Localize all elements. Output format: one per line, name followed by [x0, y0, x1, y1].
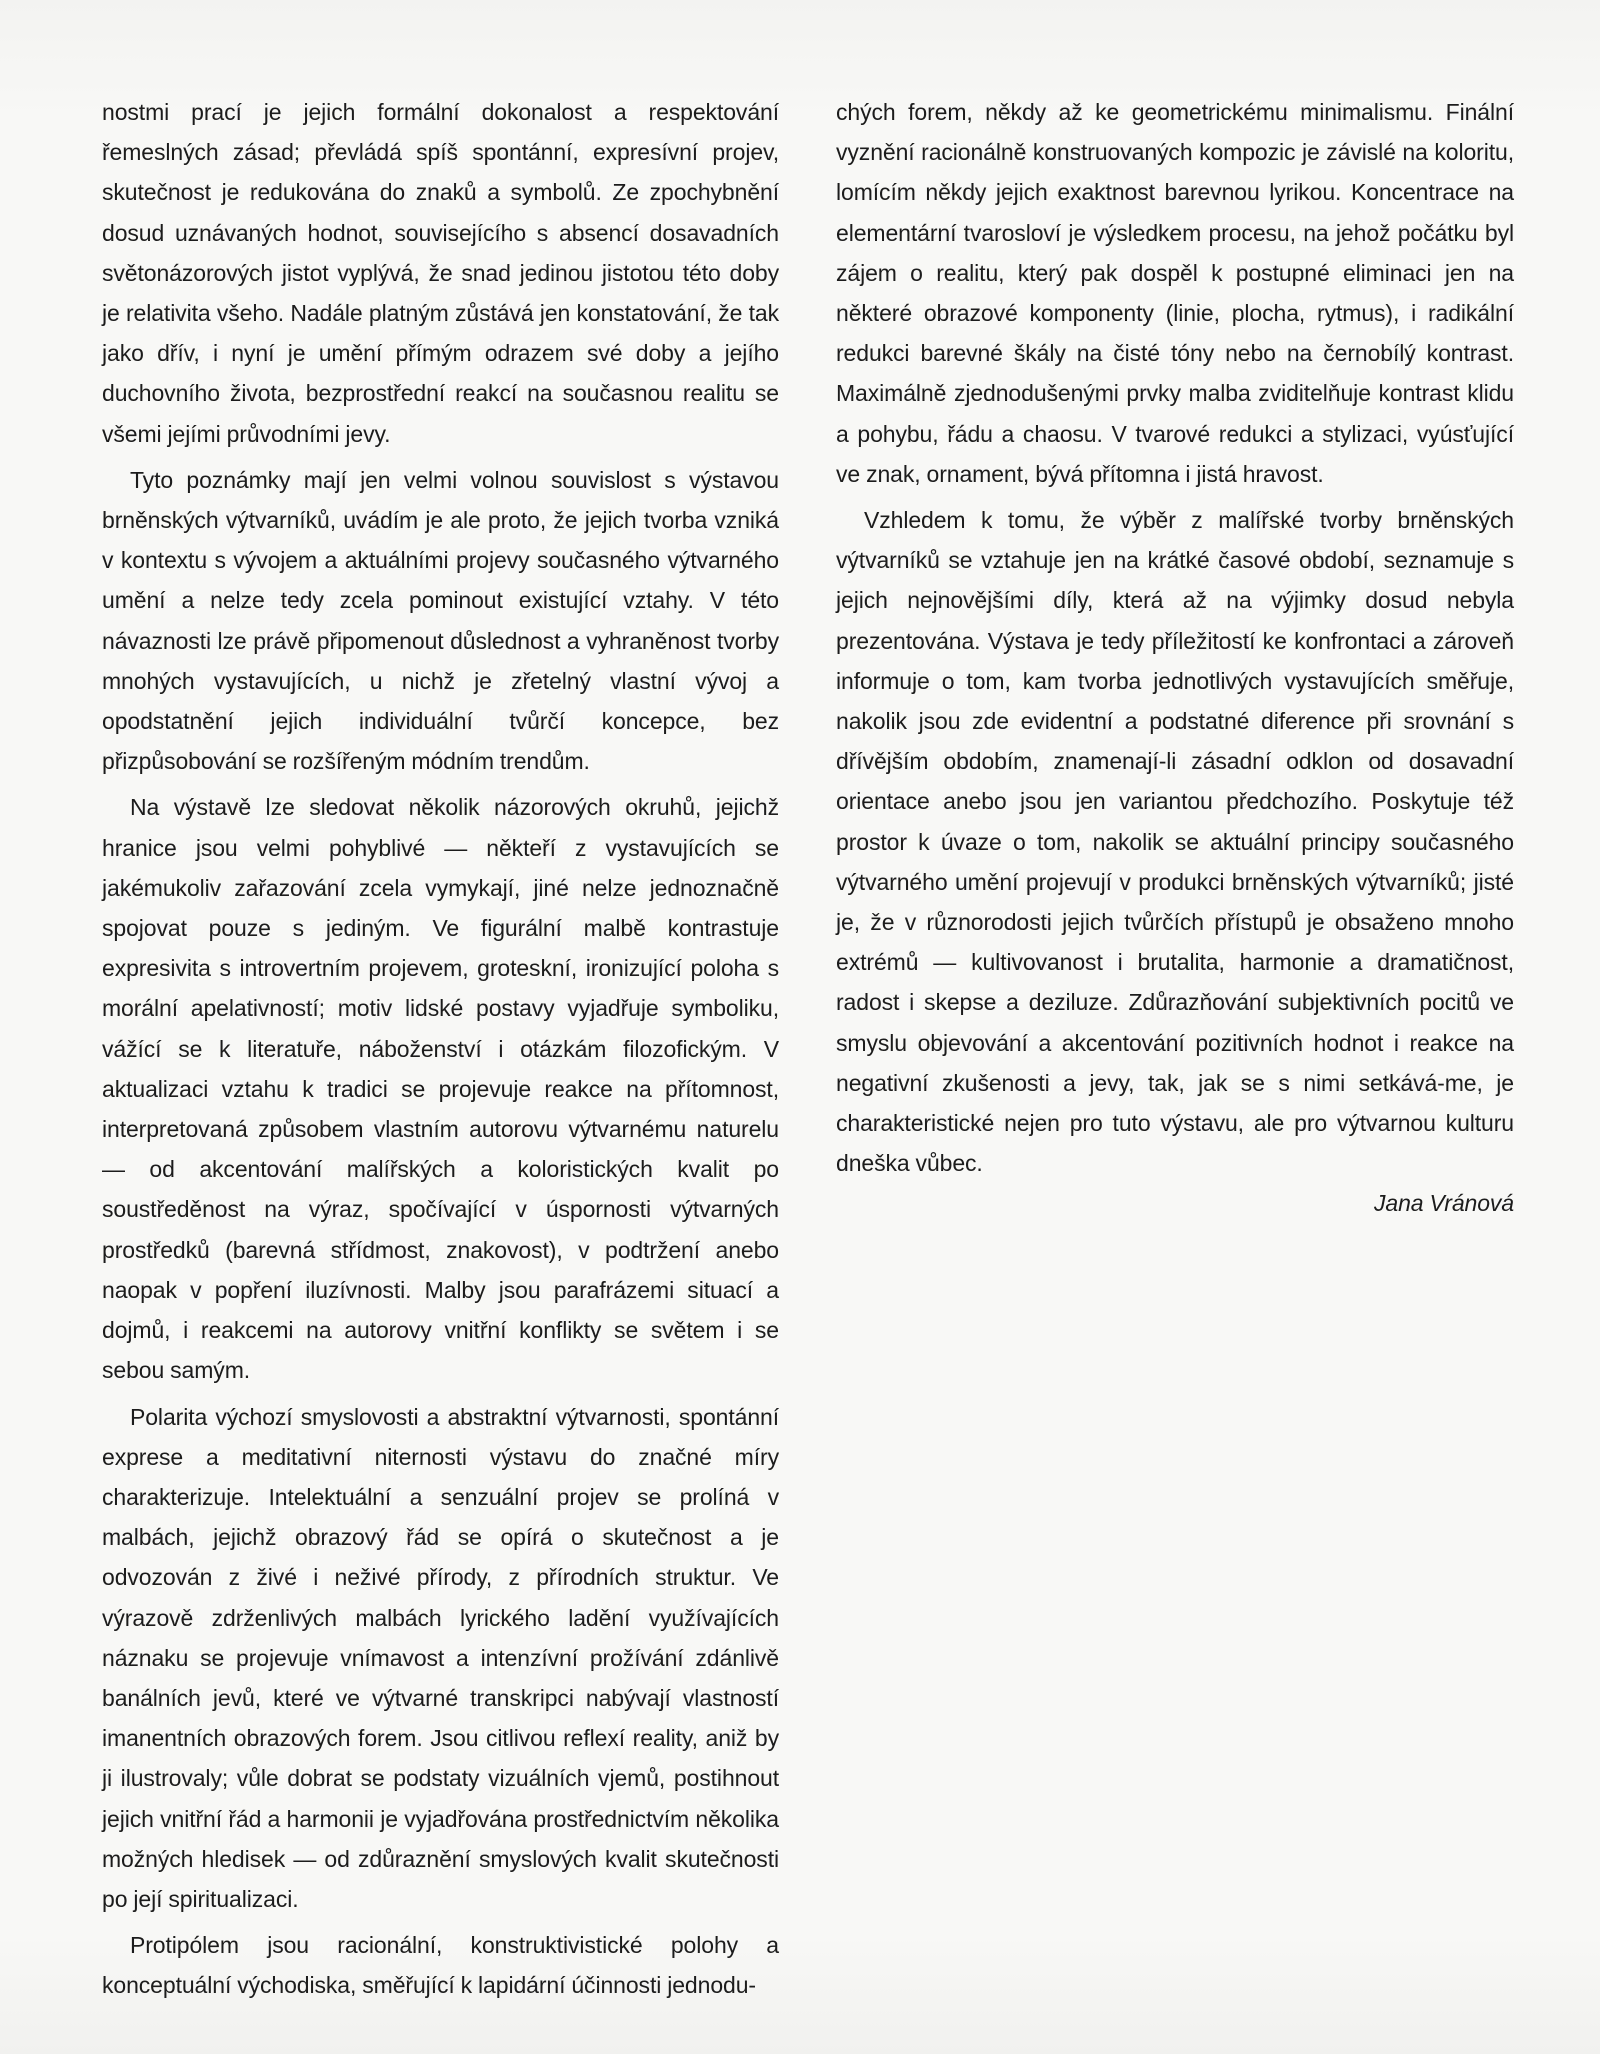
left-column — [102, 92, 779, 2012]
paragraph: nostmi prací je jejich formální dokonalost a respektování řemeslných zásad; převládá spíš spontánní, expresívní projev, skutečnost je redukována do znaků a symbolů. Ze zpochybnění dosud uznávaných hodnot, souvisejícího s absencí dosavadních světonázorových jistot vyplývá, že snad jedinou jistotou této doby je relativita všeho. Nadále platným zůstává jen konstatování, že tak jako dřív, i nyní je umění přímým odrazem své doby a jejího duchovního života, bezprostřední reakcí na současnou realitu se všemi jejími průvodními jevy. — [102, 99, 779, 447]
paragraph: Protipólem jsou racionální, konstruktivistické polohy a konceptuální východiska, směřující k lapidární účinnosti jednodu- — [102, 1932, 779, 1999]
paragraph: Vzhledem k tomu, že výběr z malířské tvorby brněnských výtvarníků se vztahuje jen na krátké časové období, seznamuje s jejich nejnovějšími díly, která až na výjimky dosud nebyla prezentována. Výstava je tedy příležitostí ke konfrontaci a zároveň informuje o tom, kam tvorba jednotlivých vystavujících směřuje, nakolik jsou zde evidentní a podstatné diference při srovnání s dřívějším obdobím, znamenají-li zásadní odklon od dosavadní orientace anebo jsou jen variantou předchozího. Poskytuje též prostor k úvaze o tom, nakolik se aktuální principy současného výtvarného umění projevují v produkci brněnských výtvarníků; jisté je, že v různorodosti jejich tvůrčích přístupů je obsaženo mnoho extrémů — kultivovanost i brutalita, harmonie a dramatičnost, radost i skepse a deziluze. Zdůrazňování subjektivních pocitů ve smyslu objevování a akcentování pozitivních hodnot i reakce na negativní zkušenosti a jevy, tak, jak se s nimi setkává-me, je charakteristické nejen pro tuto výstavu, ale pro výtvarnou kulturu dneška vůbec. — [836, 507, 1514, 1177]
paragraph: Na výstavě lze sledovat několik názorových okruhů, jejichž hranice jsou velmi pohyblivé — někteří z vystavujících se jakémukoliv zařazování zcela vymykají, jiné nelze jednoznačně spojovat pouze s jediným. Ve figurální malbě kontrastuje expresivita s introvertním projevem, groteskní, ironizující poloha s morální apelativností; motiv lidské postavy vyjadřuje symboliku, vážící se k literatuře, náboženství i otázkám filozofickým. V aktualizaci vztahu k tradici se projevuje reakce na přítomnost, interpretovaná způsobem vlastním autorovu výtvarnému naturelu — od akcentování malířských a koloristických kvalit po soustředěnost na výraz, spočívající v úspornosti výtvarných prostředků (barevná střídmost, znakovost), v podtržení anebo naopak v popření iluzívnosti. Malby jsou parafrázemi situací a dojmů, i reakcemi na autorovy vnitřní konflikty se světem i se sebou samým. — [102, 794, 779, 1384]
paragraph: Polarita výchozí smyslovosti a abstraktní výtvarnosti, spontánní exprese a meditativní niternosti výstavu do značné míry charakterizuje. Intelektuální a senzuální projev se prolíná v malbách, jejichž obrazový řád se opírá o skutečnost a je odvozován z živé i neživé přírody, z přírodních struktur. Ve výrazově zdrženlivých malbách lyrického ladění využívajících náznaku se projevuje vnímavost a intenzívní prožívání zdánlivě banálních jevů, které ve výtvarné transkripci nabývají vlastností imanentních obrazových forem. Jsou citlivou reflexí reality, aniž by ji ilustrovaly; vůle dobrat se podstaty vizuálních vjemů, postihnout jejich vnitřní řád a harmonii je vyjadřována prostřednictvím několika možných hledisek — od zdůraznění smyslových kvalit skutečnosti po její spiritualizaci. — [102, 1403, 779, 1912]
paragraph: chých forem, někdy až ke geometrickému minimalismu. Finální vyznění racionálně konstruovaných kompozic je závislé na koloritu, lomícím někdy jejich exaktnost barevnou lyrikou. Koncentrace na elementární tvarosloví je výsledkem procesu, na jehož počátku byl zájem o realitu, který pak dospěl k postupné eliminaci jen na některé obrazové komponenty (linie, plocha, rytmus), i radikální redukci barevné škály na čisté tóny nebo na černobílý kontrast. Maximálně zjednodušenými prvky malba zviditelňuje kontrast klidu a pohybu, řádu a chaosu. V tvarové redukci a stylizaci, vyúsťující ve znak, ornament, bývá přítomna i jistá hravost. — [836, 99, 1514, 487]
paragraph: Tyto poznámky mají jen velmi volnou souvislost s výstavou brněnských výtvarníků, uvádím je ale proto, že jejich tvorba vzniká v kontextu s vývojem a aktuálními projevy současného výtvarného umění a nelze tedy zcela pominout existující vztahy. V této návaznosti lze právě připomenout důslednost a vyhraněnost tvorby mnohých vystavujících, u nichž je zřetelný vlastní vývoj a opodstatnění jejich individuální tvůrčí koncepce, bez přizpůsobování se rozšířeným módním trendům. — [102, 466, 779, 775]
right-column — [836, 92, 1514, 1224]
author-signature: Jana Vránová — [1373, 1190, 1514, 1217]
